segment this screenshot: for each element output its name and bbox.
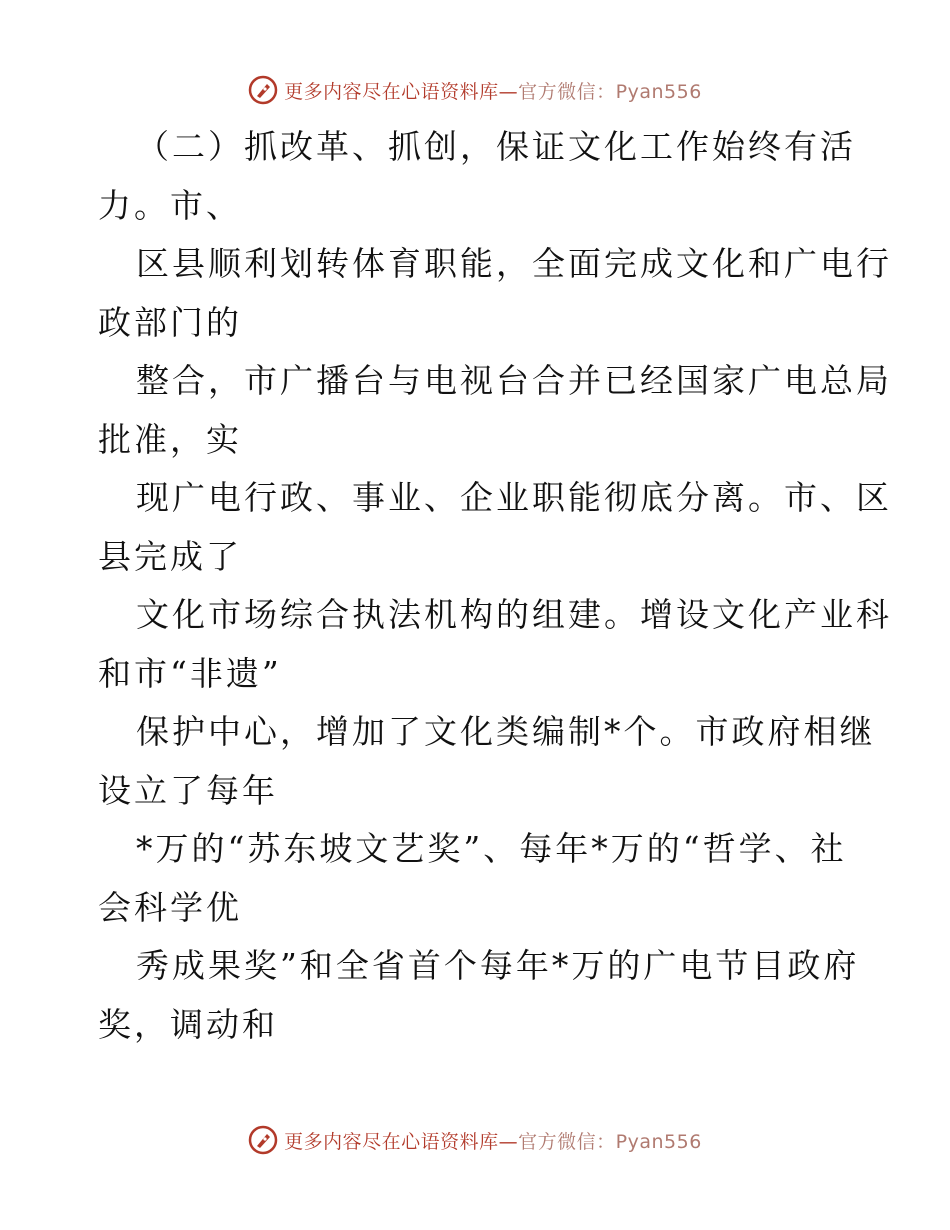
text-line: *万的“苏东坡文艺奖”、每年*万的“哲学、社 — [136, 829, 847, 868]
text-line: 县完成了 — [98, 536, 242, 576]
text-line: 整合，市广播台与电视台合并已经国家广电总局 — [136, 361, 892, 400]
watermark-text: 更多内容尽在心语资料库—官方微信：Pyan556 — [284, 80, 702, 103]
text-line: 力。市、 — [98, 185, 242, 225]
text-line: 文化市场综合执法机构的组建。增设文化产业科 — [136, 595, 892, 634]
watermark-footer — [0, 1120, 950, 1160]
text-line: 批准，实 — [98, 419, 242, 459]
text-line: 和市“非遗” — [98, 653, 282, 693]
pen-nib-circle-icon — [248, 1125, 278, 1155]
watermark-header — [0, 70, 950, 110]
text-line: （二）抓改革、抓创，保证文化工作始终有活 — [136, 127, 856, 166]
document-body — [98, 118, 892, 1054]
text-line: 现广电行政、事业、企业职能彻底分离。市、区 — [136, 478, 892, 517]
text-line: 奖，调动和 — [98, 1004, 278, 1044]
text-line: 区县顺利划转体育职能，全面完成文化和广电行 — [136, 244, 892, 283]
text-line: 保护中心，增加了文化类编制*个。市政府相继 — [136, 712, 876, 751]
pen-nib-circle-icon — [248, 75, 278, 105]
text-line: 会科学优 — [98, 887, 242, 927]
watermark-text: 更多内容尽在心语资料库—官方微信：Pyan556 — [284, 1130, 702, 1153]
text-line: 秀成果奖”和全省首个每年*万的广电节目政府 — [136, 946, 860, 985]
text-line: 设立了每年 — [98, 770, 278, 810]
text-line: 政部门的 — [98, 302, 242, 342]
